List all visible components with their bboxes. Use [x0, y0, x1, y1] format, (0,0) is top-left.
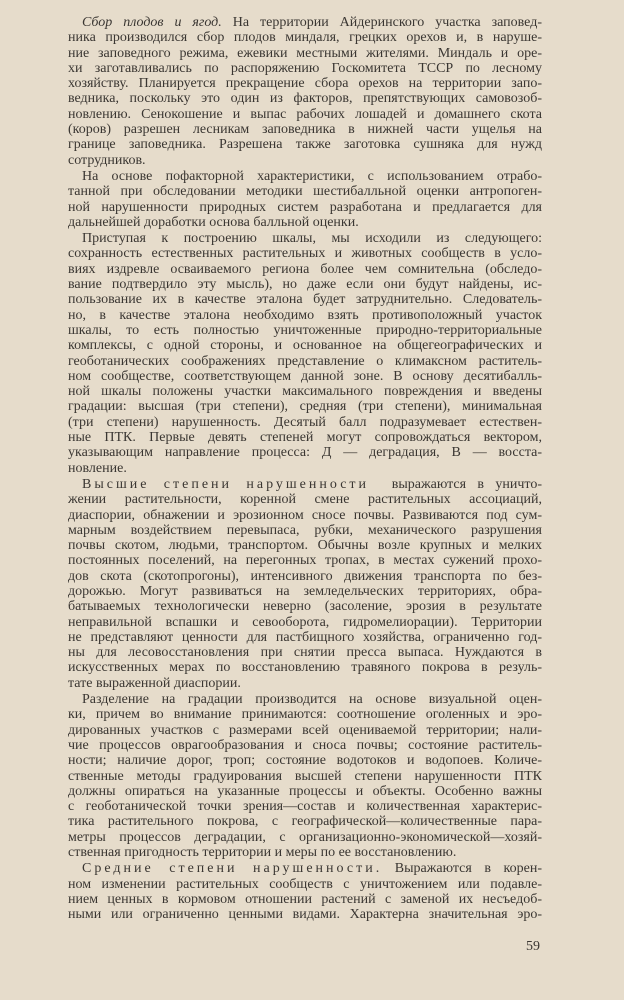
text-line: ственные методы градуирования высшей степени нарушенности ПТК — [68, 768, 542, 784]
text-line: не представляют ценности для пастбищного хозяйства, ограниченно год- — [68, 629, 542, 645]
text-line: сотрудников. — [68, 152, 146, 168]
text-line: ной нарушенности природных систем разработана и предлагается для — [68, 199, 542, 215]
text-line: На основе пофакторной характеристики, с использованием отрабо- — [82, 168, 542, 184]
text-line: тика растительного покрова, с географической—количественные пара- — [68, 814, 542, 830]
text-line: вание подтвердило эту мысль), но даже если они будут найдены, ис- — [68, 277, 542, 293]
text-line: шкалы, то есть полностью уничтоженные природно-территориальные — [68, 322, 542, 338]
text-line: диаспории, обнажении и эрозионном сносе почвы. Развиваются под сум- — [68, 507, 542, 523]
text-line: постоянных поселений, на перегонных тропах, в местах сужений прохо- — [68, 553, 542, 569]
page-body — [68, 15, 542, 924]
text-line: ной шкалы положены участки максимального повреждения и введены — [68, 384, 542, 400]
text-line: батываемых технологически неверно (засоление, эрозия в результате — [68, 599, 542, 615]
text-line: метры процессов деградации, с организационно-экономической—хозяй- — [68, 829, 542, 845]
text-line: хозяйству. Планируется прекращение сбора орехов на территории запо- — [68, 76, 542, 92]
text-line: ника производился сбор плодов миндаля, грецких орехов и, в наруше- — [68, 30, 542, 46]
line-text: Выражаются в корен- — [382, 861, 542, 877]
text-line: почвы скотом, людьми, транспортом. Обычны возле крупных и мелких — [68, 538, 542, 554]
paragraph — [68, 692, 542, 860]
line-text: На территории Айдеринского участка заповед- — [221, 15, 542, 30]
text-line: танной при обследовании методики шестибалльной оценки антропоген- — [68, 184, 542, 200]
text-line: ведника, поскольку это один из факторов, препятствующих самовозоб- — [68, 91, 542, 107]
text-line: дов скота (скотопрогоны), интенсивного движения транспорта по без- — [68, 568, 542, 584]
page-number: 59 — [526, 939, 540, 954]
text-line: должны опираться на указанные процессы и объекты. Особенно важны — [68, 783, 542, 799]
text-line: градации: высшая (три степени), средняя (три степени), минимальная — [68, 399, 542, 415]
spaced-heading: Высшие степени нарушенности — [82, 476, 370, 492]
text-line — [68, 477, 542, 492]
text-line: жении растительности, коренной смене растительных ассоциаций, — [68, 492, 542, 508]
text-line: искусственных мерах по восстановлению травяного покрова в резуль- — [68, 660, 542, 676]
text-line: неправильной вспашки и севооборота, гидромелиорации). Территории — [68, 614, 542, 630]
text-line: ние заповедного режима, ежевики местными жителями. Миндаль и оре- — [68, 45, 542, 61]
text-line: ственная пригодность территории и меры по ее восстановлению. — [68, 845, 457, 861]
text-line: ны для лесовосстановления при снятии пресса выпаса. Нуждаются в — [68, 645, 542, 661]
line-text: выражаются в уничто- — [369, 476, 542, 492]
paragraph — [68, 861, 542, 922]
text-line: ными или ограниченно ценными видами. Характерна значительная эро- — [68, 907, 542, 923]
text-line: ном изменении растительных сообществ с уничтожением или подавле- — [68, 876, 542, 892]
text-line: новлению. Сенокошение и выпас рабочих лошадей и домашнего скота — [68, 106, 542, 122]
text-line: геоботанических соображениях представление о климаксном раститель- — [68, 353, 542, 369]
text-line: виях издревле осваиваемого региона более чем сомнительна (обследо- — [68, 261, 542, 277]
text-line: с геоботанической точки зрения—состав и количественная характерис- — [68, 799, 542, 815]
text-line: тате выраженной диаспории. — [68, 675, 241, 691]
text-line: Приступая к построению шкалы, мы исходили из следующего: — [82, 231, 542, 247]
text-line — [68, 15, 542, 30]
text-line: нием ценных в кормовом отношении растений с заменой их несъедоб- — [68, 891, 542, 907]
text-line: ки, причем во внимание принимаются: соотношение оголенных и эро- — [68, 707, 542, 723]
text-line: но, в качестве эталона необходимо взять противоположный участок — [68, 307, 542, 323]
text-line: (три степени) нарушенность. Десятый балл подразумевает естествен- — [68, 414, 542, 430]
text-line: хи заготавливались по распоряжению Госкомитета ТССР по лесному — [68, 60, 542, 76]
text-line: (коров) разрешен лесникам заповедника в нижней части ущелья на — [68, 122, 542, 138]
text-line: границе заповедника. Разрешена также заготовка сушняка для нужд — [68, 137, 542, 153]
run-in-heading: Сбор плодов и ягод. — [82, 15, 222, 30]
text-line — [68, 861, 542, 876]
text-line: ные ПТК. Первые девять степеней могут сопровождаться вектором, — [68, 430, 542, 446]
paragraph — [68, 477, 542, 691]
paragraph — [68, 169, 542, 230]
text-line: пользование их в качестве эталона будет затруднительно. Следователь- — [68, 292, 542, 308]
paragraph — [68, 15, 542, 168]
spaced-heading: Средние степени нарушенности. — [82, 861, 383, 877]
text-line: марным воздействием перевыпаса, рубки, механического разрушения — [68, 522, 542, 538]
text-line: дальнейшей доработки основа балльной оценки. — [68, 214, 359, 230]
text-line: новление. — [68, 460, 127, 476]
text-line: сохранность естественных растительных и животных сообществ в усло- — [68, 246, 542, 262]
paragraph — [68, 231, 542, 476]
text-line: чие процессов оврагообразования и сноса почвы; состояние раститель- — [68, 737, 542, 753]
text-line: комплексы, с одной стороны, и основанное на общегеографических и — [68, 338, 542, 354]
text-line: ности; наличие дорог, троп; состояние водотоков и водопоев. Количе- — [68, 753, 542, 769]
text-line: дированных участков с размерами всей оцениваемой территории; нали- — [68, 722, 542, 738]
text-line: указывающим направление процесса: Д — деградация, В — восста- — [68, 445, 542, 461]
text-line: ном сообществе, соответствующем данной зоне. В основу десятибалль- — [68, 368, 542, 384]
text-line: дорожью. Могут развиваться на земледельческих территориях, обра- — [68, 583, 542, 599]
text-line: Разделение на градации производится на основе визуальной оцен- — [82, 692, 542, 708]
